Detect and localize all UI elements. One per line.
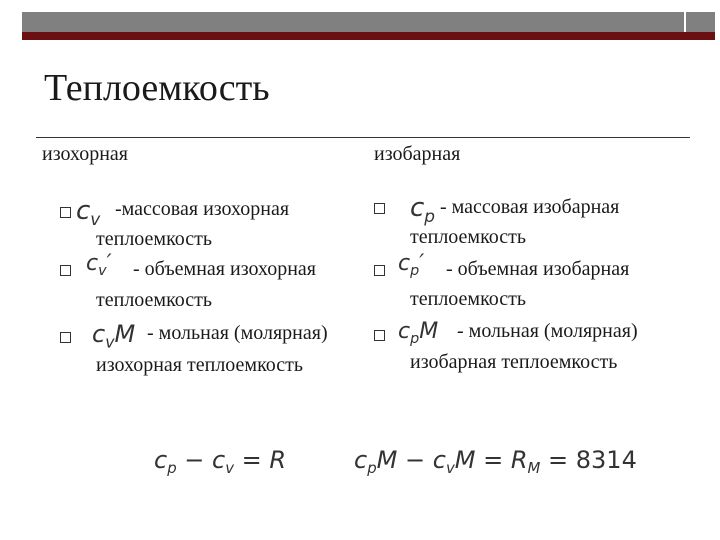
bullet-square-icon <box>60 207 71 218</box>
title-divider <box>36 137 690 138</box>
symbol-cp-prime: $c_p'$ <box>398 251 425 279</box>
symbol-cvm: $c_vM$ <box>92 320 136 352</box>
bullet-square-icon <box>374 203 385 214</box>
symbol-cp: $c_p$ <box>410 193 436 226</box>
bullet-square-icon <box>60 265 71 276</box>
symbol-cv-prime: $c_v'$ <box>86 251 112 279</box>
item-text-line2: изохорная теплоемкость <box>96 354 304 376</box>
item-text-line1: -массовая изохорная <box>115 198 290 220</box>
symbol-cpm: $c_pM$ <box>398 319 439 347</box>
item-text-line2: теплоемкость <box>96 289 213 311</box>
bullet-square-icon <box>374 330 385 341</box>
item-text-line2: теплоемкость <box>96 228 213 250</box>
item-text-line1: - массовая изобарная <box>440 196 620 218</box>
left-column-header: изохорная <box>42 143 129 165</box>
formula-molar-mayer: $c_pM - c_vM = R_M = 8314$ <box>354 446 637 478</box>
slide-title: Теплоемкость <box>44 67 270 109</box>
header-accent-bar <box>22 32 715 40</box>
bullet-square-icon <box>374 265 385 276</box>
item-text-line1: - мольная (молярная) <box>147 322 328 344</box>
item-text-line1: - объемная изохорная <box>133 258 316 280</box>
bullet-square-icon <box>60 332 71 343</box>
item-text-line1: - объемная изобарная <box>446 258 630 280</box>
item-text-line2: изобарная теплоемкость <box>410 351 618 373</box>
right-column-header: изобарная <box>374 143 461 165</box>
item-text-line2: теплоемкость <box>410 226 527 248</box>
item-text-line2: теплоемкость <box>410 288 527 310</box>
symbol-cv: $c_v$ <box>76 196 101 229</box>
formula-mayer: $c_p - c_v = R$ <box>154 446 287 478</box>
item-text-line1: - мольная (молярная) <box>457 320 638 342</box>
